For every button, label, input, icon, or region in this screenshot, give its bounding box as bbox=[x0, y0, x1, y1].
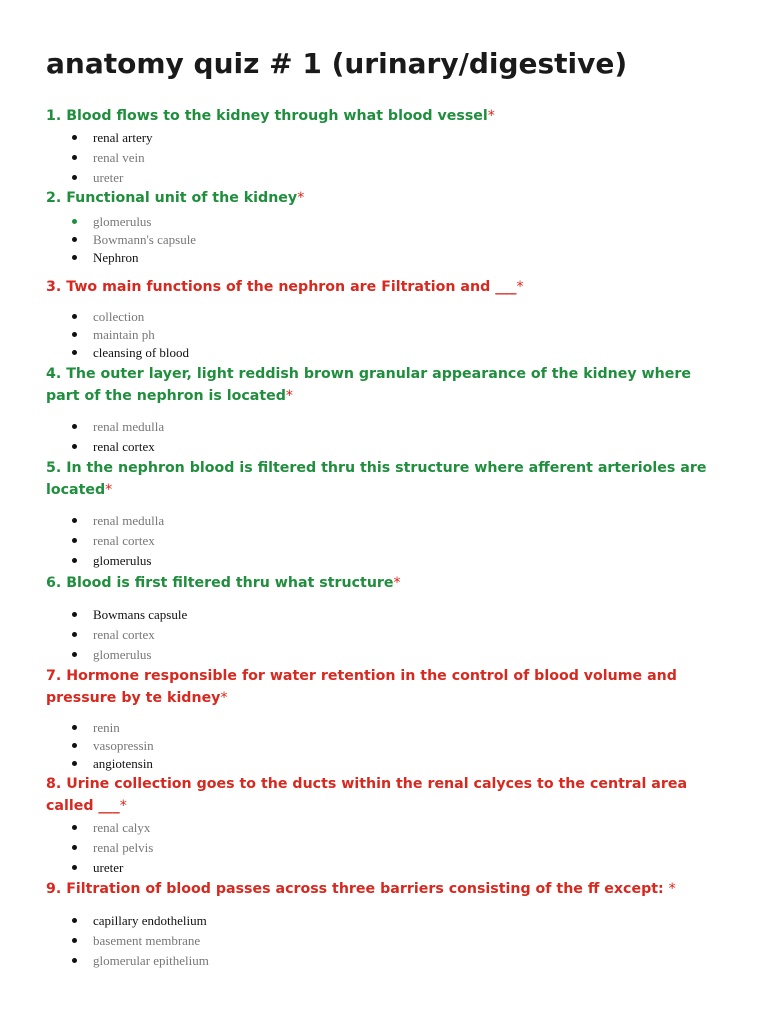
required-star: * bbox=[516, 279, 524, 295]
question-6-options bbox=[93, 605, 187, 665]
required-star: * bbox=[285, 388, 294, 404]
option[interactable]: renal cortex bbox=[93, 437, 164, 457]
option[interactable]: ureter bbox=[93, 168, 153, 188]
required-star: * bbox=[119, 798, 127, 814]
question-7-options bbox=[93, 719, 154, 773]
required-star: * bbox=[487, 108, 495, 124]
option[interactable]: cleansing of blood bbox=[93, 345, 190, 360]
question-6-text: 6. Blood is first filtered thru what structure* bbox=[46, 575, 401, 591]
option[interactable]: glomerular epithelium bbox=[93, 951, 209, 971]
option[interactable]: renin bbox=[93, 719, 154, 737]
option[interactable]: angiotensin bbox=[93, 756, 153, 771]
option[interactable]: collection bbox=[93, 308, 189, 326]
page-title: anatomy quiz # 1 (urinary/digestive) bbox=[46, 47, 628, 80]
option[interactable]: renal pelvis bbox=[93, 838, 153, 858]
question-9-options bbox=[93, 911, 209, 971]
option[interactable]: renal vein bbox=[93, 148, 153, 168]
option[interactable]: maintain ph bbox=[93, 326, 189, 344]
question-5-options bbox=[93, 511, 164, 571]
question-4-text: 4. The outer layer, light reddish brown granular appearance of the kidney where part of the nephron is located* bbox=[46, 366, 692, 404]
question-8-options bbox=[93, 818, 153, 878]
option[interactable]: Bowmann's capsule bbox=[93, 232, 197, 247]
question-7-text: 7. Hormone responsible for water retention in the control of blood volume and pressure by te kidney* bbox=[46, 668, 677, 706]
option[interactable]: renal cortex bbox=[93, 625, 187, 645]
option[interactable]: renal cortex bbox=[93, 531, 164, 551]
option[interactable]: Nephron bbox=[93, 249, 196, 267]
question-9-text: 9. Filtration of blood passes across three barriers consisting of the ff except: * bbox=[46, 881, 676, 897]
option[interactable]: renal medulla bbox=[93, 511, 164, 531]
question-3-options bbox=[93, 308, 189, 362]
option[interactable]: vasopressin bbox=[93, 738, 154, 753]
question-1-options bbox=[93, 128, 153, 188]
required-star: * bbox=[297, 190, 305, 206]
required-star: * bbox=[393, 575, 401, 591]
option[interactable]: Bowmans capsule bbox=[93, 605, 187, 625]
required-star: * bbox=[105, 482, 113, 498]
question-2-options bbox=[93, 213, 196, 267]
question-2-text: 2. Functional unit of the kidney* bbox=[46, 190, 305, 206]
option[interactable]: ureter bbox=[93, 858, 153, 878]
question-5-text: 5. In the nephron blood is filtered thru this structure where afferent arterioles are located* bbox=[46, 460, 707, 498]
option[interactable]: basement membrane bbox=[93, 931, 209, 951]
option[interactable]: renal artery bbox=[93, 128, 153, 148]
option[interactable]: glomerulus bbox=[93, 551, 164, 571]
required-star: * bbox=[668, 881, 676, 897]
option[interactable]: renal calyx bbox=[93, 818, 153, 838]
question-4-options bbox=[93, 417, 164, 457]
option[interactable]: renal medulla bbox=[93, 417, 164, 437]
question-1-text: 1. Blood flows to the kidney through what blood vessel* bbox=[46, 108, 495, 124]
required-star: * bbox=[220, 690, 228, 706]
question-3-text: 3. Two main functions of the nephron are Filtration and ___* bbox=[46, 279, 524, 295]
option[interactable]: capillary endothelium bbox=[93, 911, 209, 931]
option[interactable]: glomerulus bbox=[93, 645, 187, 665]
question-8-text: 8. Urine collection goes to the ducts within the renal calyces to the central area called ___* bbox=[46, 776, 688, 814]
option[interactable]: glomerulus bbox=[93, 213, 196, 231]
